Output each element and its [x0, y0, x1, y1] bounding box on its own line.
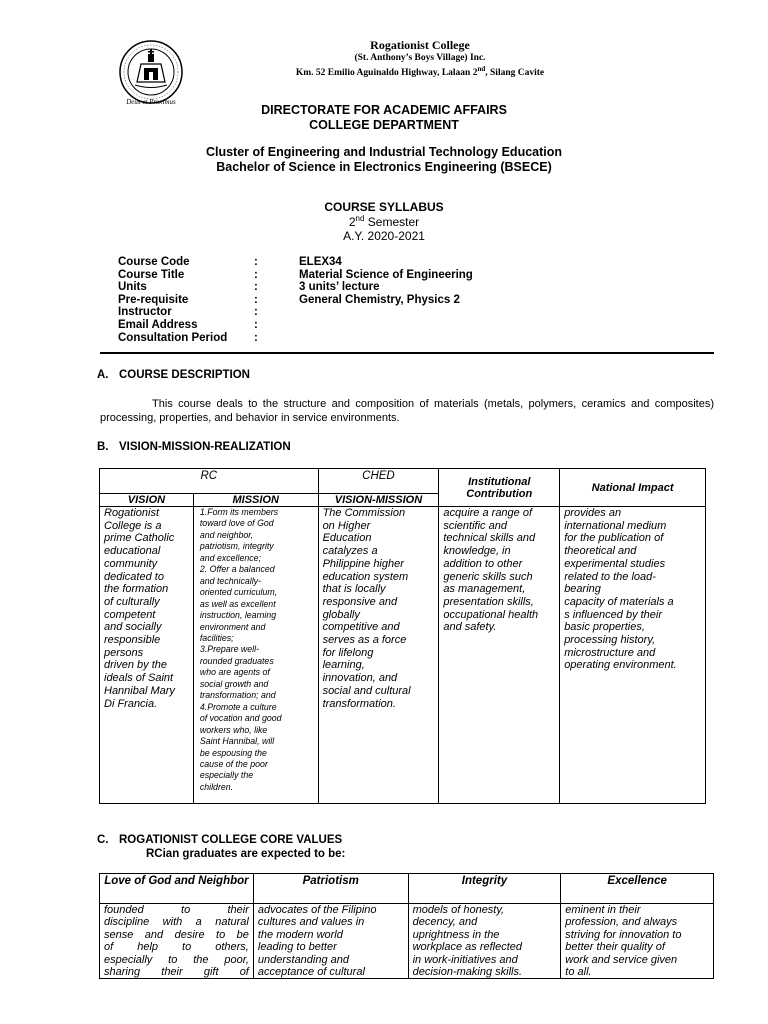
semester-word: Semester	[364, 215, 420, 229]
ched-vision-mission-cell	[318, 507, 439, 804]
cell-text-line: in work-initiatives and	[412, 953, 518, 966]
info-colon: :	[254, 293, 258, 306]
cell-text-line: knowledge, in	[443, 545, 511, 558]
cell-text-line: globally	[322, 608, 360, 621]
cell-text-line: on Higher	[322, 519, 371, 532]
cell-text-line: patriotism, integrity	[199, 541, 274, 552]
cell-text-line: related to the load-	[564, 570, 656, 583]
logo-motto: Deus et Proximus	[126, 98, 176, 106]
cell-text-line: and neighbor,	[199, 529, 254, 540]
address-city: , Silang Cavite	[485, 68, 545, 79]
cell-text-line: catalyzes a	[322, 545, 378, 558]
section-c-heading	[97, 834, 342, 846]
cell-text-line: theoretical and	[564, 545, 637, 558]
cell-text-line: workers who, like	[199, 724, 268, 735]
cell-text-line: prime Catholic	[104, 532, 175, 545]
cell-text-line: children.	[199, 781, 234, 792]
cell-text-line: workplace as reflected	[412, 941, 523, 954]
syllabus-title: COURSE SYLLABUS	[324, 200, 444, 214]
section-title: COURSE DESCRIPTION	[119, 369, 250, 381]
mission-cell	[193, 507, 318, 804]
national-impact-header: National Impact	[560, 469, 706, 507]
cell-text-line: addition to other	[443, 557, 523, 570]
cell-text-line: microstructure and	[564, 646, 656, 659]
cell-text-line: eminent in their	[565, 904, 641, 916]
cell-text-line: operating environment.	[564, 659, 677, 672]
cell-text-line: as management,	[443, 583, 526, 596]
cell-text-line: 2. Offer a balanced	[199, 564, 275, 575]
cell-text-line: leading to better	[257, 941, 337, 954]
cell-text-line: the modern world	[257, 928, 343, 941]
cell-text-line: especially the	[199, 770, 254, 781]
cell-text-line: experimental studies	[564, 557, 666, 570]
cell-text-line: that is locally	[322, 583, 386, 596]
address-superscript: nd	[477, 65, 486, 73]
cell-text-line: instruction, learning	[199, 610, 277, 621]
cell-text-line: and socially	[104, 621, 162, 634]
cell-text-line: founded to their	[104, 904, 249, 916]
rc-group-header: RC	[100, 469, 319, 494]
cell-text-line: College is a	[104, 519, 162, 532]
course-info-row	[118, 319, 473, 332]
cell-text-line: models of honesty,	[412, 904, 505, 916]
cell-text-line: to all.	[565, 966, 592, 979]
info-colon: :	[254, 306, 258, 319]
cell-text-line: of culturally	[104, 595, 160, 608]
cell-text-line: 1.Form its members	[199, 507, 279, 517]
cluster-title: Cluster of Engineering and Industrial Technology Education	[205, 145, 563, 159]
section-a-heading	[97, 369, 250, 381]
cell-text-line: cause of the poor	[199, 758, 268, 769]
section-c-subtitle: RCian graduates are expected to be:	[146, 848, 346, 860]
cell-text-line: Hannibal Mary	[104, 684, 175, 697]
cell-text-line: sharing their gift of	[104, 966, 249, 979]
course-info-block	[118, 256, 473, 344]
cell-text-line: presentation skills,	[443, 595, 534, 608]
cell-text-line: dedicated to	[104, 570, 164, 583]
cell-text-line: facilities;	[199, 632, 234, 643]
cell-text-line: The Commission	[322, 507, 406, 519]
cell-text-line: especially to the poor,	[104, 953, 249, 966]
cell-text-line: for lifelong	[322, 646, 374, 659]
vision-cell	[100, 507, 194, 804]
info-colon: :	[254, 318, 258, 331]
cell-text-line: 4.Promote a culture	[199, 701, 277, 712]
cell-text-line: learning,	[322, 659, 365, 672]
cell-text-line: generic skills such	[443, 570, 533, 583]
cell-text-line: better their quality of	[565, 941, 665, 954]
course-info-row	[118, 281, 473, 294]
institutional-contribution-cell	[439, 507, 560, 804]
core-value-header: Love of God and Neighbor	[100, 874, 254, 904]
cell-text-line: of help to others,	[104, 941, 249, 954]
course-description-text: This course deals to the structure and composition of materials (metals, polymers, ceramics and composites) processing, properties, and behavior in service environments.	[100, 398, 714, 424]
info-label: Consultation Period	[118, 331, 228, 344]
section-b-heading	[97, 441, 291, 453]
cell-text-line: rounded graduates	[199, 655, 274, 666]
cell-text-line: transformation; and	[199, 690, 276, 701]
core-value-header: Integrity	[408, 874, 561, 904]
cell-text-line: processing history,	[564, 634, 656, 647]
cell-text-line: bearing	[564, 583, 601, 596]
info-value: Material Science of Engineering	[299, 268, 473, 281]
cell-text-line: decision-making skills.	[412, 966, 523, 979]
section-title: ROGATIONIST COLLEGE CORE VALUES	[119, 834, 343, 846]
cell-text-line: uprightness in the	[412, 928, 500, 941]
cell-text-line: innovation, and	[322, 672, 398, 685]
info-value: 3 units’ lecture	[299, 281, 380, 294]
vision-mission-header: VISION-MISSION	[318, 494, 439, 507]
cell-text-line: basic properties,	[564, 621, 645, 634]
info-label: Instructor	[118, 306, 172, 319]
section-letter: C.	[97, 834, 109, 846]
ched-group-header: CHED	[318, 469, 439, 494]
mission-header: MISSION	[193, 494, 318, 507]
semester-number: 2	[348, 215, 356, 229]
institutional-contribution-header: Institutional Contribution	[439, 469, 560, 507]
info-label: Pre-requisite	[118, 293, 189, 306]
cell-text-line: education system	[322, 570, 409, 583]
cell-text-line: advocates of the Filipino	[257, 904, 377, 916]
divider-line	[100, 352, 714, 354]
core-value-cell	[408, 904, 561, 979]
cell-text-line: as well as excellent	[199, 598, 276, 609]
cell-text-line: sense and desire to be	[104, 928, 249, 941]
cell-text-line: acquire a range of	[443, 507, 533, 519]
cell-text-line: the formation	[104, 583, 169, 596]
course-info-row	[118, 269, 473, 282]
cell-text-line: understanding and	[257, 953, 350, 966]
cell-text-line: serves as a force	[322, 634, 407, 647]
cell-text-line: driven by the	[104, 659, 167, 672]
cell-text-line: s influenced by their	[564, 608, 663, 621]
directorate-title: DIRECTORATE FOR ACADEMIC AFFAIRS	[261, 103, 507, 117]
cell-text-line: educational	[104, 545, 161, 558]
cell-text-line: competent	[104, 608, 156, 621]
cell-text-line: technical skills and	[443, 532, 536, 545]
cell-text-line: decency, and	[412, 916, 478, 929]
academic-year: A.Y. 2020-2021	[343, 229, 425, 243]
cell-text-line: occupational health	[443, 608, 539, 621]
national-impact-cell	[560, 507, 706, 804]
program-title: Bachelor of Science in Electronics Engineering (BSECE)	[216, 160, 552, 174]
info-value: General Chemistry, Physics 2	[299, 293, 460, 306]
cell-text-line: striving for innovation to	[565, 928, 682, 941]
core-value-header: Patriotism	[253, 874, 408, 904]
info-label: Units	[118, 281, 147, 294]
core-value-header: Excellence	[561, 874, 714, 904]
semester-superscript: nd	[355, 214, 365, 223]
core-value-cell	[253, 904, 408, 979]
cell-text-line: and safety.	[443, 621, 497, 634]
cell-text-line: ideals of Saint	[104, 672, 174, 685]
cell-text-line: for the publication of	[564, 532, 664, 545]
course-info-row	[118, 306, 473, 319]
cell-text-line: of vocation and good	[199, 713, 282, 724]
section-title: VISION-MISSION-REALIZATION	[119, 441, 291, 453]
info-value: ELEX34	[299, 256, 342, 268]
cell-text-line: profession, and always	[565, 916, 678, 929]
info-label: Course Title	[118, 268, 185, 281]
cell-text-line: responsive and	[322, 595, 398, 608]
cell-text-line: discipline with a natural	[104, 916, 249, 929]
vision-mission-table	[99, 468, 706, 804]
cell-text-line: oriented curriculum,	[199, 587, 278, 598]
cell-text-line: cultures and values in	[257, 916, 365, 929]
college-seal-logo	[115, 38, 187, 110]
cell-text-line: international medium	[564, 519, 667, 532]
core-value-cell	[561, 904, 714, 979]
cell-text-line: provides an	[564, 507, 622, 519]
school-address	[200, 65, 640, 78]
cell-text-line: toward love of God	[199, 518, 274, 529]
cell-text-line: 3.Prepare well-	[199, 644, 260, 655]
info-colon: :	[254, 268, 258, 281]
department-title: COLLEGE DEPARTMENT	[309, 118, 459, 132]
info-label: Course Code	[118, 256, 190, 268]
cell-text-line: community	[104, 557, 158, 570]
school-subtitle: (St. Anthony’s Boys Village) Inc.	[354, 53, 486, 63]
core-value-cell	[100, 904, 254, 979]
cell-text-line: environment and	[199, 621, 266, 632]
section-letter: B.	[97, 441, 109, 453]
cell-text-line: capacity of materials a	[564, 595, 674, 608]
cell-text-line: Rogationist	[104, 507, 160, 519]
cell-text-line: Di Francia.	[104, 697, 158, 710]
cell-text-line: competitive and	[322, 621, 400, 634]
cell-text-line: work and service given	[565, 953, 678, 966]
school-name: Rogationist College	[370, 38, 470, 52]
cell-text-line: responsible	[104, 634, 161, 647]
cell-text-line: Education	[322, 532, 372, 545]
info-colon: :	[254, 281, 258, 294]
cell-text-line: social growth and	[199, 678, 269, 689]
cell-text-line: and excellence;	[199, 552, 261, 563]
section-letter: A.	[97, 369, 109, 381]
cell-text-line: who are agents of	[199, 667, 270, 678]
vision-header: VISION	[100, 494, 194, 507]
address-main: Km. 52 Emilio Aguinaldo Highway, Lalaan 2	[295, 68, 478, 79]
course-info-row	[118, 294, 473, 307]
semester-label	[0, 214, 768, 229]
cell-text-line: social and cultural	[322, 684, 411, 697]
cell-text-line: Philippine higher	[322, 557, 404, 570]
info-colon: :	[254, 331, 258, 344]
cell-text-line: and technically-	[199, 575, 261, 586]
core-values-table	[99, 873, 714, 979]
cell-text-line: Saint Hannibal, will	[199, 736, 275, 747]
info-label: Email Address	[118, 318, 198, 331]
cell-text-line: acceptance of cultural	[257, 966, 365, 979]
cell-text-line: transformation.	[322, 697, 396, 710]
info-colon: :	[254, 256, 258, 268]
course-info-row	[118, 332, 473, 345]
cell-text-line: be espousing the	[199, 747, 267, 758]
cell-text-line: persons	[104, 646, 144, 659]
course-info-row	[118, 256, 473, 269]
cell-text-line: scientific and	[443, 519, 507, 532]
